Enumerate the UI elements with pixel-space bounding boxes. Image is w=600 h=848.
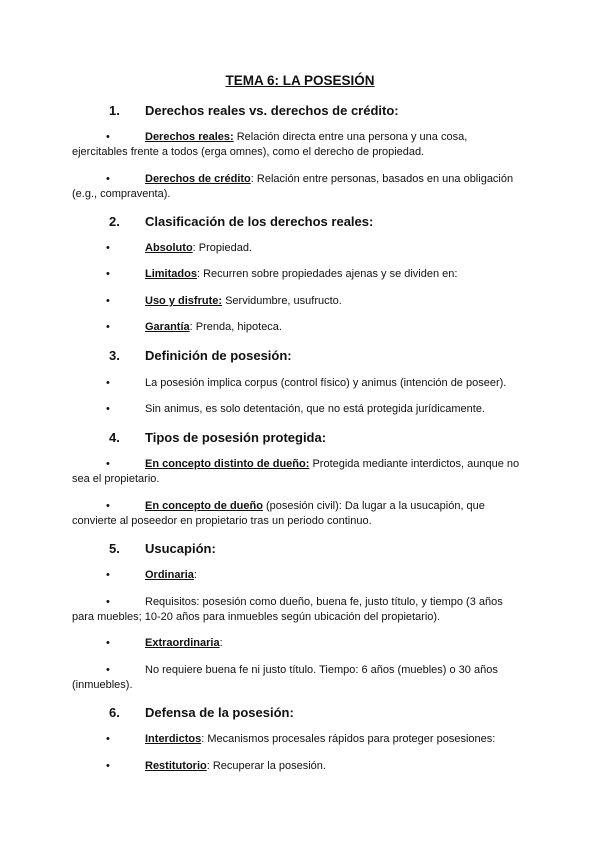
bullet: • xyxy=(106,321,110,333)
list-item xyxy=(145,242,252,254)
section-number: 2. xyxy=(109,214,120,229)
definition: Protegida mediante interdictos, aunque no xyxy=(309,458,520,470)
bullet: • xyxy=(106,458,110,470)
section-title: Usucapión: xyxy=(145,541,216,556)
bullet: • xyxy=(106,500,110,512)
list-item-continuation: (inmuebles). xyxy=(72,679,133,691)
bullet: • xyxy=(106,173,110,185)
bullet: • xyxy=(106,242,110,254)
section-title: Tipos de posesión protegida: xyxy=(145,430,327,445)
definition: Relación directa entre una persona y una cosa, xyxy=(233,131,468,143)
definition: : Recuperar la posesión. xyxy=(206,760,326,772)
term: En concepto de dueño xyxy=(145,500,263,512)
list-item xyxy=(145,268,457,280)
list-item xyxy=(145,131,467,143)
bullet: • xyxy=(106,403,110,415)
term: Extraordinaria xyxy=(145,637,220,649)
definition: : xyxy=(219,637,223,649)
term: Interdictos xyxy=(145,733,202,745)
list-item: Requisitos: posesión como dueño, buena fe, justo título, y tiempo (3 años xyxy=(145,596,503,608)
term: Ordinaria xyxy=(145,569,194,581)
bullet: • xyxy=(106,664,110,676)
term: Derechos de crédito xyxy=(145,173,251,185)
list-item xyxy=(145,760,326,772)
list-item xyxy=(145,458,519,470)
section-number: 3. xyxy=(109,348,120,363)
document-title: TEMA 6: LA POSESIÓN xyxy=(225,73,375,88)
list-item-continuation: ejercitables frente a todos (erga omnes), como el derecho de propiedad. xyxy=(72,146,425,158)
bullet: • xyxy=(106,377,110,389)
list-item xyxy=(145,173,513,185)
section-number: 5. xyxy=(109,541,120,556)
definition: : Recurren sobre propiedades ajenas y se dividen en: xyxy=(196,268,458,280)
list-item xyxy=(145,500,485,512)
definition: : Propiedad. xyxy=(192,242,252,254)
list-item xyxy=(145,569,197,581)
bullet: • xyxy=(106,637,110,649)
section-title: Clasificación de los derechos reales: xyxy=(145,214,374,229)
term: Derechos reales: xyxy=(145,131,234,143)
section-number: 4. xyxy=(109,430,120,445)
bullet: • xyxy=(106,760,110,772)
definition: Servidumbre, usufructo. xyxy=(222,295,342,307)
list-item: No requiere buena fe ni justo título. Tiempo: 6 años (muebles) o 30 años xyxy=(145,664,498,676)
list-item: La posesión implica corpus (control físico) y animus (intención de poseer). xyxy=(145,377,507,389)
definition: : Prenda, hipoteca. xyxy=(189,321,282,333)
list-item-continuation: (e.g., compraventa). xyxy=(72,188,171,200)
section-title: Derechos reales vs. derechos de crédito: xyxy=(145,103,399,118)
list-item: Sin animus, es solo detentación, que no está protegida jurídicamente. xyxy=(145,403,485,415)
term: Garantía xyxy=(145,321,190,333)
section-number: 6. xyxy=(109,705,120,720)
list-item xyxy=(145,637,223,649)
term: Absoluto xyxy=(145,242,193,254)
definition: (posesión civil): Da lugar a la usucapión, que xyxy=(262,500,485,512)
bullet: • xyxy=(106,569,110,581)
definition: : Mecanismos procesales rápidos para proteger posesiones: xyxy=(201,733,496,745)
term: Limitados xyxy=(145,268,197,280)
bullet: • xyxy=(106,295,110,307)
term: Restitutorio xyxy=(145,760,207,772)
list-item-continuation: para muebles; 10-20 años para inmuebles según ubicación del propietario). xyxy=(72,611,441,623)
list-item-continuation: convierte al poseedor en propietario tras un periodo continuo. xyxy=(72,515,372,527)
definition: : xyxy=(193,569,197,581)
list-item xyxy=(145,321,282,333)
section-title: Definición de posesión: xyxy=(145,348,292,363)
term: Uso y disfrute: xyxy=(145,295,223,307)
term: En concepto distinto de dueño: xyxy=(145,458,310,470)
bullet: • xyxy=(106,131,110,143)
section-number: 1. xyxy=(109,103,120,118)
list-item-continuation: sea el propietario. xyxy=(72,473,160,485)
bullet: • xyxy=(106,733,110,745)
section-title: Defensa de la posesión: xyxy=(145,705,294,720)
bullet: • xyxy=(106,268,110,280)
list-item xyxy=(145,733,495,745)
bullet: • xyxy=(106,596,110,608)
definition: : Relación entre personas, basados en una obligación xyxy=(250,173,514,185)
list-item xyxy=(145,295,342,307)
